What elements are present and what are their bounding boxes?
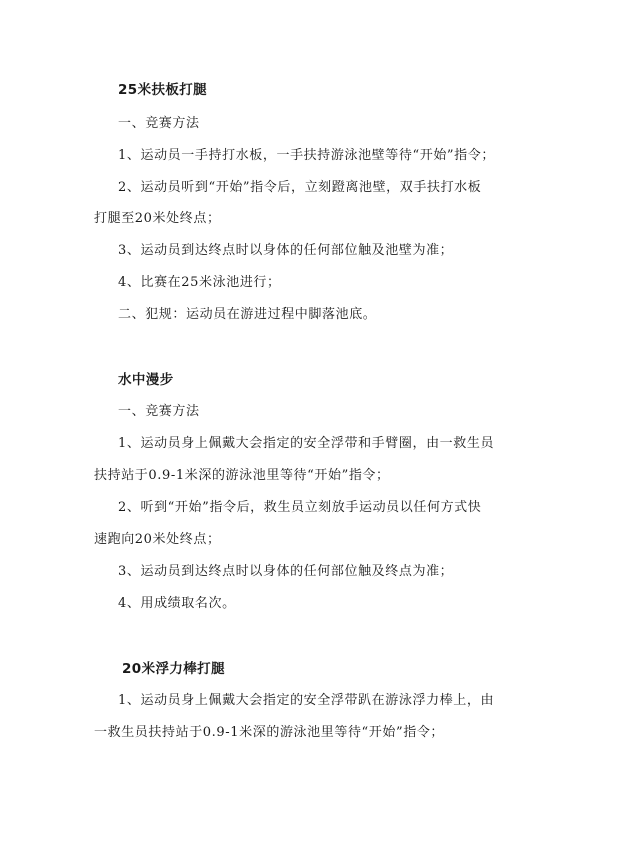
rule-line-continuation: 扶持站于0.9-1米深的游泳池里等待“开始”指令； [94,468,390,483]
rule-line: 4、用成绩取名次。 [118,596,236,611]
rule-line: 2、运动员听到“开始”指令后，立刻蹬离池壁，双手扶打水板 [118,180,482,195]
rule-line: 1、运动员身上佩戴大会指定的安全浮带和手臂圈，由一救生员 [118,436,495,451]
section-subheading: 一、竞赛方法 [118,116,200,131]
rule-line-continuation: 一救生员扶持站于0.9-1米深的游泳池里等待“开始”指令； [94,725,445,740]
rule-line: 4、比赛在25米泳池进行； [118,275,281,290]
section-title: 25米扶板打腿 [118,82,208,98]
rule-line: 3、运动员到达终点时以身体的任何部位触及终点为准； [118,564,454,579]
rule-line: 1、运动员身上佩戴大会指定的安全浮带趴在游泳浮力棒上，由 [118,693,495,708]
section-subheading: 一、竞赛方法 [118,404,200,419]
rule-line-continuation: 速跑向20米处终点； [94,532,221,547]
section-title: 20米浮力棒打腿 [122,661,225,677]
section-title: 水中漫步 [118,372,174,388]
rule-line: 2、听到“开始”指令后，救生员立刻放手运动员以任何方式快 [118,500,482,515]
rule-line: 3、运动员到达终点时以身体的任何部位触及池壁为准； [118,243,454,258]
rule-line-continuation: 打腿至20米处终点； [94,211,221,226]
rule-line: 1、运动员一手持打水板，一手扶持游泳池壁等待“开始”指令； [118,148,495,163]
rule-line: 二、犯规：运动员在游进过程中脚落池底。 [118,307,377,322]
